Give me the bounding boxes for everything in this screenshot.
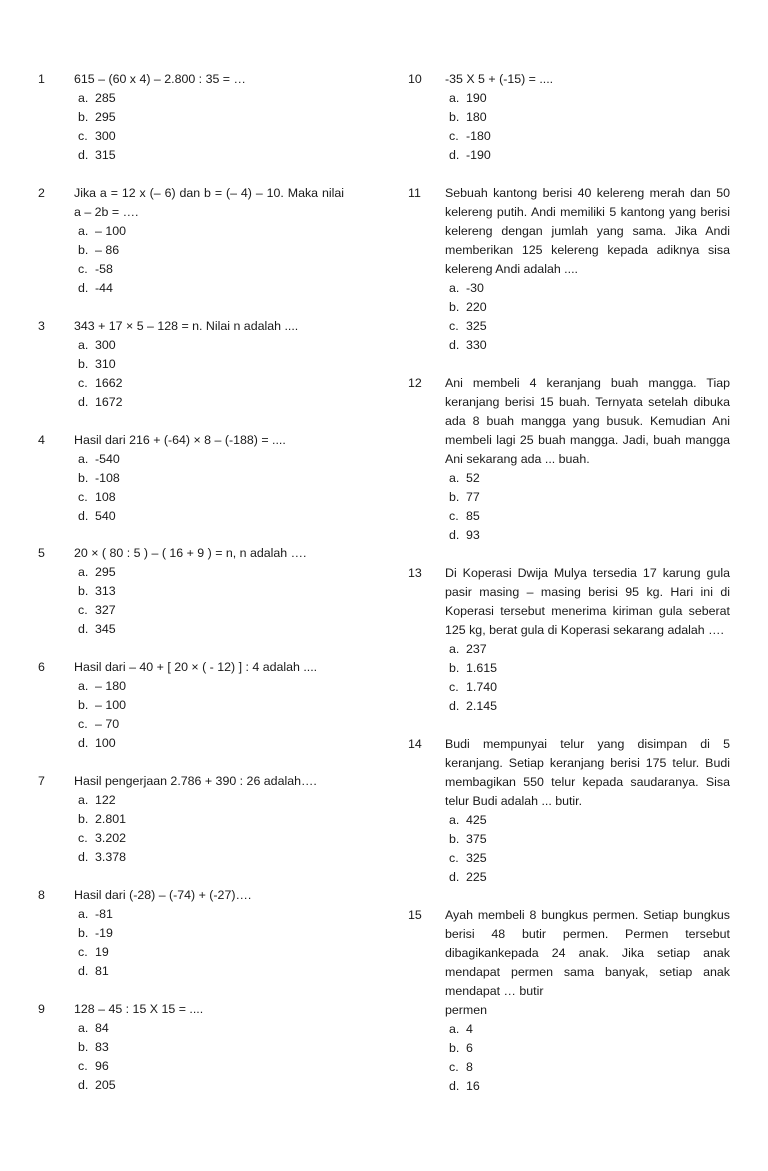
answer-options — [74, 563, 378, 639]
option-text: -81 — [95, 907, 113, 921]
spacer — [408, 716, 730, 735]
spacer — [38, 753, 378, 772]
option-text: 77 — [466, 490, 480, 504]
option-text: 1.740 — [466, 680, 498, 694]
answer-options — [74, 222, 378, 298]
option-text: 300 — [95, 129, 116, 143]
question-text: Hasil dari 216 + (-64) × 8 – (-188) = .... — [74, 433, 286, 447]
option-text: 225 — [466, 870, 487, 884]
option-text: 325 — [466, 851, 487, 865]
option-c[interactable] — [78, 829, 378, 848]
option-d[interactable] — [449, 1077, 730, 1096]
option-letter: c. — [449, 1060, 459, 1074]
question-11 — [408, 184, 730, 355]
option-letter: a. — [78, 338, 89, 352]
option-b[interactable] — [449, 488, 730, 507]
question-9 — [38, 1000, 378, 1095]
option-b[interactable] — [449, 108, 730, 127]
option-text: 81 — [95, 964, 109, 978]
option-d[interactable] — [449, 336, 730, 355]
option-letter: c. — [78, 490, 88, 504]
answer-options — [74, 336, 378, 412]
option-letter: d. — [449, 699, 460, 713]
question-7 — [38, 772, 378, 867]
question-text-continued: permen — [445, 1003, 488, 1017]
option-letter: b. — [78, 471, 89, 485]
option-letter: d. — [449, 148, 460, 162]
option-a[interactable] — [78, 89, 378, 108]
option-letter: a. — [78, 907, 89, 921]
option-letter: d. — [449, 1079, 460, 1093]
option-text: 96 — [95, 1059, 109, 1073]
question-15 — [408, 906, 730, 1096]
option-a[interactable] — [78, 677, 378, 696]
answer-options — [74, 1019, 378, 1095]
option-text: 295 — [95, 110, 116, 124]
option-a[interactable] — [449, 279, 730, 298]
option-d[interactable] — [78, 620, 378, 639]
option-letter: c. — [78, 376, 88, 390]
spacer — [38, 165, 378, 184]
question-8 — [38, 886, 378, 981]
option-letter: b. — [78, 357, 89, 371]
option-letter: d. — [449, 870, 460, 884]
option-b[interactable] — [78, 810, 378, 829]
question-text: Hasil dari (-28) – (-74) + (-27)…. — [74, 888, 252, 902]
option-text: 122 — [95, 793, 116, 807]
option-c[interactable] — [78, 260, 378, 279]
option-text: -58 — [95, 262, 113, 276]
question-text: Hasil pengerjaan 2.786 + 390 : 26 adalah…. — [74, 774, 317, 788]
spacer — [38, 526, 378, 544]
option-letter: b. — [449, 110, 460, 124]
option-letter: a. — [78, 452, 89, 466]
option-text: 8 — [466, 1060, 473, 1074]
question-3 — [38, 317, 378, 412]
option-text: – 100 — [95, 698, 127, 712]
question-number: 3 — [38, 319, 45, 333]
option-d[interactable] — [78, 848, 378, 867]
option-text: 84 — [95, 1021, 109, 1035]
option-a[interactable] — [78, 905, 378, 924]
answer-options — [445, 1020, 730, 1096]
option-text: 16 — [466, 1079, 480, 1093]
option-a[interactable] — [78, 563, 378, 582]
question-text: Ayah membeli 8 bungkus permen. Setiap bungkus berisi 48 butir permen. Permen tersebut dibagikankepada 24 anak. Jika setiap anak mendapat permen sama banyak, setiap anak mendapat … butir — [445, 908, 730, 998]
question-number: 4 — [38, 433, 45, 447]
option-letter: a. — [449, 1022, 460, 1036]
option-b[interactable] — [78, 582, 378, 601]
answer-options — [445, 279, 730, 355]
question-text: Hasil dari – 40 + [ 20 × ( - 12) ] : 4 adalah .... — [74, 660, 318, 674]
option-c[interactable] — [449, 127, 730, 146]
question-4 — [38, 431, 378, 526]
option-text: 93 — [466, 528, 480, 542]
option-b[interactable] — [78, 108, 378, 127]
option-text: 100 — [95, 736, 116, 750]
option-letter: a. — [449, 471, 460, 485]
option-letter: a. — [78, 1021, 89, 1035]
spacer — [408, 887, 730, 906]
option-letter: a. — [78, 565, 89, 579]
option-b[interactable] — [449, 298, 730, 317]
option-c[interactable] — [78, 1057, 378, 1076]
option-d[interactable] — [78, 279, 378, 298]
option-text: 85 — [466, 509, 480, 523]
spacer — [38, 639, 378, 658]
option-c[interactable] — [449, 678, 730, 697]
option-letter: d. — [78, 509, 89, 523]
answer-options — [74, 450, 378, 526]
option-a[interactable] — [78, 1019, 378, 1038]
option-a[interactable] — [78, 450, 378, 469]
option-letter: b. — [449, 490, 460, 504]
question-number: 11 — [408, 186, 421, 200]
question-text: Di Koperasi Dwija Mulya tersedia 17 karung gula pasir masing – masing berisi 95 kg. Hari ini di Koperasi tersebut menerima kiriman gula seberat 125 kg, berat gula di Koperasi sekarang adalah …. — [445, 566, 730, 637]
option-letter: a. — [78, 793, 89, 807]
option-text: -540 — [95, 452, 120, 466]
option-text: – 86 — [95, 243, 120, 257]
question-number: 10 — [408, 72, 422, 86]
option-text: 237 — [466, 642, 487, 656]
option-letter: d. — [78, 1078, 89, 1092]
option-text: 315 — [95, 148, 116, 162]
option-text: 375 — [466, 832, 487, 846]
option-letter: b. — [78, 584, 89, 598]
option-letter: c. — [78, 831, 88, 845]
option-text: 1662 — [95, 376, 123, 390]
option-text: 52 — [466, 471, 480, 485]
option-letter: b. — [449, 300, 460, 314]
option-letter: b. — [78, 1040, 89, 1054]
option-a[interactable] — [78, 791, 378, 810]
option-text: 325 — [466, 319, 487, 333]
option-letter: b. — [449, 661, 460, 675]
option-b[interactable] — [78, 1038, 378, 1057]
option-letter: d. — [78, 148, 89, 162]
option-a[interactable] — [449, 1020, 730, 1039]
option-text: 310 — [95, 357, 116, 371]
option-letter: d. — [78, 395, 89, 409]
option-c[interactable] — [78, 601, 378, 620]
question-number: 13 — [408, 566, 422, 580]
answer-options — [445, 469, 730, 545]
option-letter: c. — [449, 680, 459, 694]
option-text: 327 — [95, 603, 116, 617]
question-10 — [408, 70, 730, 165]
option-letter: c. — [78, 945, 88, 959]
question-2 — [38, 184, 378, 298]
option-a[interactable] — [449, 640, 730, 659]
option-b[interactable] — [78, 696, 378, 715]
option-text: 3.378 — [95, 850, 127, 864]
option-letter: c. — [449, 129, 459, 143]
option-letter: c. — [78, 129, 88, 143]
question-number: 5 — [38, 546, 45, 560]
option-letter: b. — [78, 110, 89, 124]
option-d[interactable] — [78, 962, 378, 981]
option-letter: b. — [78, 812, 89, 826]
option-text: 425 — [466, 813, 487, 827]
option-text: 19 — [95, 945, 109, 959]
option-letter: a. — [449, 281, 460, 295]
option-b[interactable] — [449, 830, 730, 849]
option-text: – 100 — [95, 224, 127, 238]
option-letter: a. — [449, 91, 460, 105]
option-letter: d. — [78, 622, 89, 636]
option-text: -44 — [95, 281, 113, 295]
option-b[interactable] — [78, 241, 378, 260]
question-6 — [38, 658, 378, 753]
option-d[interactable] — [449, 697, 730, 716]
option-a[interactable] — [449, 89, 730, 108]
question-number: 2 — [38, 186, 45, 200]
question-1 — [38, 70, 378, 165]
question-text: Ani membeli 4 keranjang buah mangga. Tiap keranjang berisi 15 buah. Ternyata setelah dibuka ada 8 buah mangga yang busuk. Kemudian Ani membeli lagi 25 buah mangga. Jadi, buah mangga Ani sekarang ada ... buah. — [445, 376, 730, 466]
option-text: 285 — [95, 91, 116, 105]
option-text: -19 — [95, 926, 113, 940]
option-text: 108 — [95, 490, 116, 504]
answer-options — [74, 791, 378, 867]
question-number: 9 — [38, 1002, 45, 1016]
option-letter: a. — [78, 224, 89, 238]
question-14 — [408, 735, 730, 887]
option-text: 6 — [466, 1041, 473, 1055]
option-c[interactable] — [78, 943, 378, 962]
option-text: 300 — [95, 338, 116, 352]
question-number: 1 — [38, 72, 45, 86]
option-letter: b. — [449, 1041, 460, 1055]
option-text: 180 — [466, 110, 487, 124]
spacer — [408, 545, 730, 564]
option-c[interactable] — [449, 317, 730, 336]
spacer — [408, 355, 730, 374]
option-c[interactable] — [449, 849, 730, 868]
option-text: 295 — [95, 565, 116, 579]
spacer — [38, 412, 378, 431]
question-number: 7 — [38, 774, 45, 788]
question-text: 20 × ( 80 : 5 ) – ( 16 + 9 ) = n, n adalah …. — [74, 546, 307, 560]
question-text: Budi mempunyai telur yang disimpan di 5 keranjang. Setiap keranjang berisi 175 telur. Budi membagikan 550 telur kepada saudaranya. Sisa telur Budi adalah ... butir. — [445, 737, 730, 808]
option-a[interactable] — [449, 811, 730, 830]
option-text: 4 — [466, 1022, 473, 1036]
question-13 — [408, 564, 730, 716]
option-letter: d. — [449, 338, 460, 352]
answer-options — [74, 677, 378, 753]
option-d[interactable] — [78, 734, 378, 753]
answer-options — [445, 640, 730, 716]
option-letter: c. — [449, 509, 459, 523]
option-a[interactable] — [78, 336, 378, 355]
option-letter: d. — [78, 736, 89, 750]
option-d[interactable] — [78, 1076, 378, 1095]
answer-options — [74, 89, 378, 165]
option-text: -30 — [466, 281, 484, 295]
option-text: – 70 — [95, 717, 120, 731]
option-letter: a. — [78, 679, 89, 693]
spacer — [38, 981, 378, 1000]
option-letter: b. — [78, 698, 89, 712]
option-text: 540 — [95, 509, 116, 523]
question-text: 615 – (60 x 4) – 2.800 : 35 = … — [74, 72, 246, 86]
option-a[interactable] — [78, 222, 378, 241]
option-c[interactable] — [78, 374, 378, 393]
option-b[interactable] — [449, 1039, 730, 1058]
option-d[interactable] — [449, 146, 730, 165]
option-text: 313 — [95, 584, 116, 598]
option-text: 345 — [95, 622, 116, 636]
option-letter: d. — [78, 964, 89, 978]
option-letter: c. — [78, 1059, 88, 1073]
question-text: Sebuah kantong berisi 40 kelereng merah dan 50 kelereng putih. Andi memiliki 5 kantong yang berisi kelereng dengan jumlah yang sama. Jika Andi memberikan 125 kelereng kepada adiknya sisa kelereng Andi adalah .... — [445, 186, 730, 276]
option-d[interactable] — [449, 868, 730, 887]
option-c[interactable] — [449, 1058, 730, 1077]
option-letter: d. — [78, 850, 89, 864]
option-text: -190 — [466, 148, 491, 162]
option-c[interactable] — [78, 127, 378, 146]
option-letter: b. — [78, 243, 89, 257]
option-letter: b. — [78, 926, 89, 940]
option-text: 330 — [466, 338, 487, 352]
answer-options — [74, 905, 378, 981]
answer-options — [445, 89, 730, 165]
option-letter: a. — [449, 642, 460, 656]
option-a[interactable] — [449, 469, 730, 488]
option-text: 220 — [466, 300, 487, 314]
question-12 — [408, 374, 730, 545]
question-text: 128 – 45 : 15 X 15 = .... — [74, 1002, 204, 1016]
option-letter: b. — [449, 832, 460, 846]
spacer — [38, 298, 378, 317]
option-c[interactable] — [449, 507, 730, 526]
option-text: 83 — [95, 1040, 109, 1054]
question-text: 343 + 17 × 5 – 128 = n. Nilai n adalah .... — [74, 319, 299, 333]
question-number: 12 — [408, 376, 422, 390]
option-b[interactable] — [78, 355, 378, 374]
right-question-column — [408, 70, 730, 1096]
option-c[interactable] — [78, 488, 378, 507]
option-text: -108 — [95, 471, 120, 485]
question-number: 14 — [408, 737, 422, 751]
left-question-column — [38, 70, 378, 1095]
spacer — [408, 165, 730, 184]
option-letter: c. — [449, 851, 459, 865]
question-text: -35 X 5 + (-15) = .... — [445, 72, 554, 86]
option-text: 1.615 — [466, 661, 498, 675]
option-d[interactable] — [78, 146, 378, 165]
option-c[interactable] — [78, 715, 378, 734]
spacer — [38, 867, 378, 886]
option-text: 2.801 — [95, 812, 127, 826]
option-letter: a. — [78, 91, 89, 105]
option-letter: c. — [78, 603, 88, 617]
option-text: 3.202 — [95, 831, 127, 845]
option-letter: c. — [78, 262, 88, 276]
option-text: 2.145 — [466, 699, 498, 713]
question-text: Jika a = 12 x (– 6) dan b = (– 4) – 10. Maka nilai a – 2b = …. — [74, 186, 344, 219]
option-text: 190 — [466, 91, 487, 105]
option-letter: d. — [449, 528, 460, 542]
option-d[interactable] — [449, 526, 730, 545]
option-letter: c. — [449, 319, 459, 333]
option-b[interactable] — [78, 924, 378, 943]
question-number: 15 — [408, 908, 422, 922]
option-letter: d. — [78, 281, 89, 295]
option-d[interactable] — [78, 507, 378, 526]
answer-options — [445, 811, 730, 887]
question-number: 8 — [38, 888, 45, 902]
option-b[interactable] — [78, 469, 378, 488]
option-text: -180 — [466, 129, 491, 143]
question-number: 6 — [38, 660, 45, 674]
option-d[interactable] — [78, 393, 378, 412]
option-text: – 180 — [95, 679, 127, 693]
option-b[interactable] — [449, 659, 730, 678]
option-letter: c. — [78, 717, 88, 731]
option-text: 205 — [95, 1078, 116, 1092]
question-5 — [38, 544, 378, 639]
option-letter: a. — [449, 813, 460, 827]
option-text: 1672 — [95, 395, 123, 409]
